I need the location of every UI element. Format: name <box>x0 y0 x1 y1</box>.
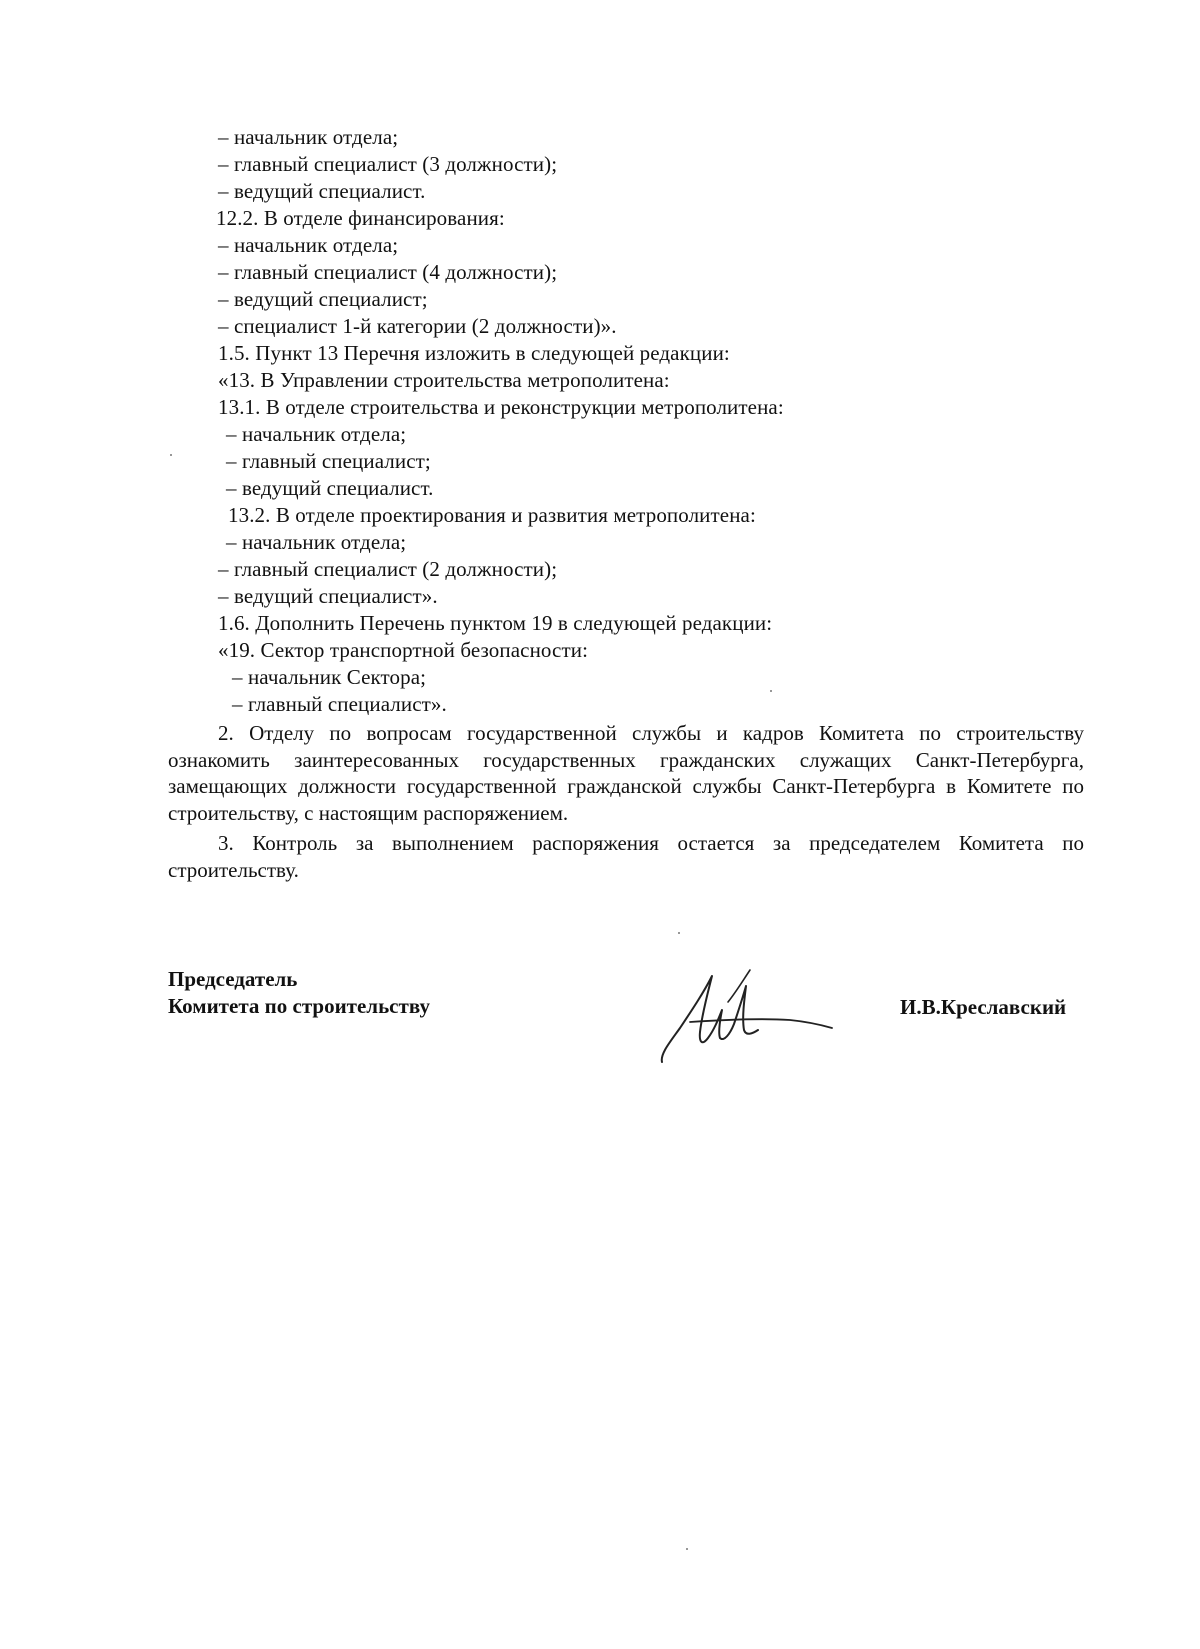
scan-speck <box>170 454 172 456</box>
list-line: – главный специалист (4 должности); <box>218 260 558 284</box>
list-line: 1.6. Дополнить Перечень пунктом 19 в следующей редакции: <box>218 611 773 635</box>
scan-speck <box>686 1548 688 1550</box>
signatory-title <box>168 966 430 1020</box>
list-line: – главный специалист (2 должности); <box>218 557 558 581</box>
list-line: 1.5. Пункт 13 Перечня изложить в следующей редакции: <box>218 341 730 365</box>
list-line: – главный специалист; <box>226 449 431 473</box>
list-line: 12.2. В отделе финансирования: <box>216 206 505 230</box>
list-line: – главный специалист (3 должности); <box>218 152 558 176</box>
list-line: – начальник отдела; <box>218 233 399 257</box>
list-line: «19. Сектор транспортной безопасности: <box>218 638 589 662</box>
list-line: – ведущий специалист. <box>226 476 434 500</box>
list-line: – ведущий специалист; <box>218 287 428 311</box>
signatory-title-line-2: Комитета по строительству <box>168 994 430 1018</box>
list-line: 13.1. В отделе строительства и реконструкции метрополитена: <box>218 395 784 419</box>
list-line: – специалист 1-й категории (2 должности)». <box>218 314 617 338</box>
signatory-name: И.В.Креславский <box>900 995 1067 1019</box>
signatory-title-line-1: Председатель <box>168 967 298 991</box>
scan-speck <box>770 690 772 692</box>
list-line: – ведущий специалист». <box>218 584 438 608</box>
list-line: – начальник отдела; <box>218 125 399 149</box>
list-line: – начальник отдела; <box>226 530 407 554</box>
list-line: – ведущий специалист. <box>218 179 426 203</box>
paragraph-2: 2. Отделу по вопросам государственной службы и кадров Комитета по строительству ознакомить заинтересованных государственных гражданских служащих Санкт-Петербурга, замещающих должности государственной гражданской службы Санкт-Петербурга в Комитете по строительству, с настоящим распоряжением. <box>168 721 1084 825</box>
handwritten-signature <box>650 962 840 1072</box>
list-line: «13. В Управлении строительства метрополитена: <box>218 368 670 392</box>
list-line: – начальник отдела; <box>226 422 407 446</box>
list-line: – главный специалист». <box>232 692 447 716</box>
list-line: – начальник Сектора; <box>232 665 427 689</box>
paragraph-3: 3. Контроль за выполнением распоряжения остается за председателем Комитета по строительству. <box>168 831 1084 882</box>
list-line: 13.2. В отделе проектирования и развития метрополитена: <box>228 503 756 527</box>
scan-speck <box>678 932 680 934</box>
